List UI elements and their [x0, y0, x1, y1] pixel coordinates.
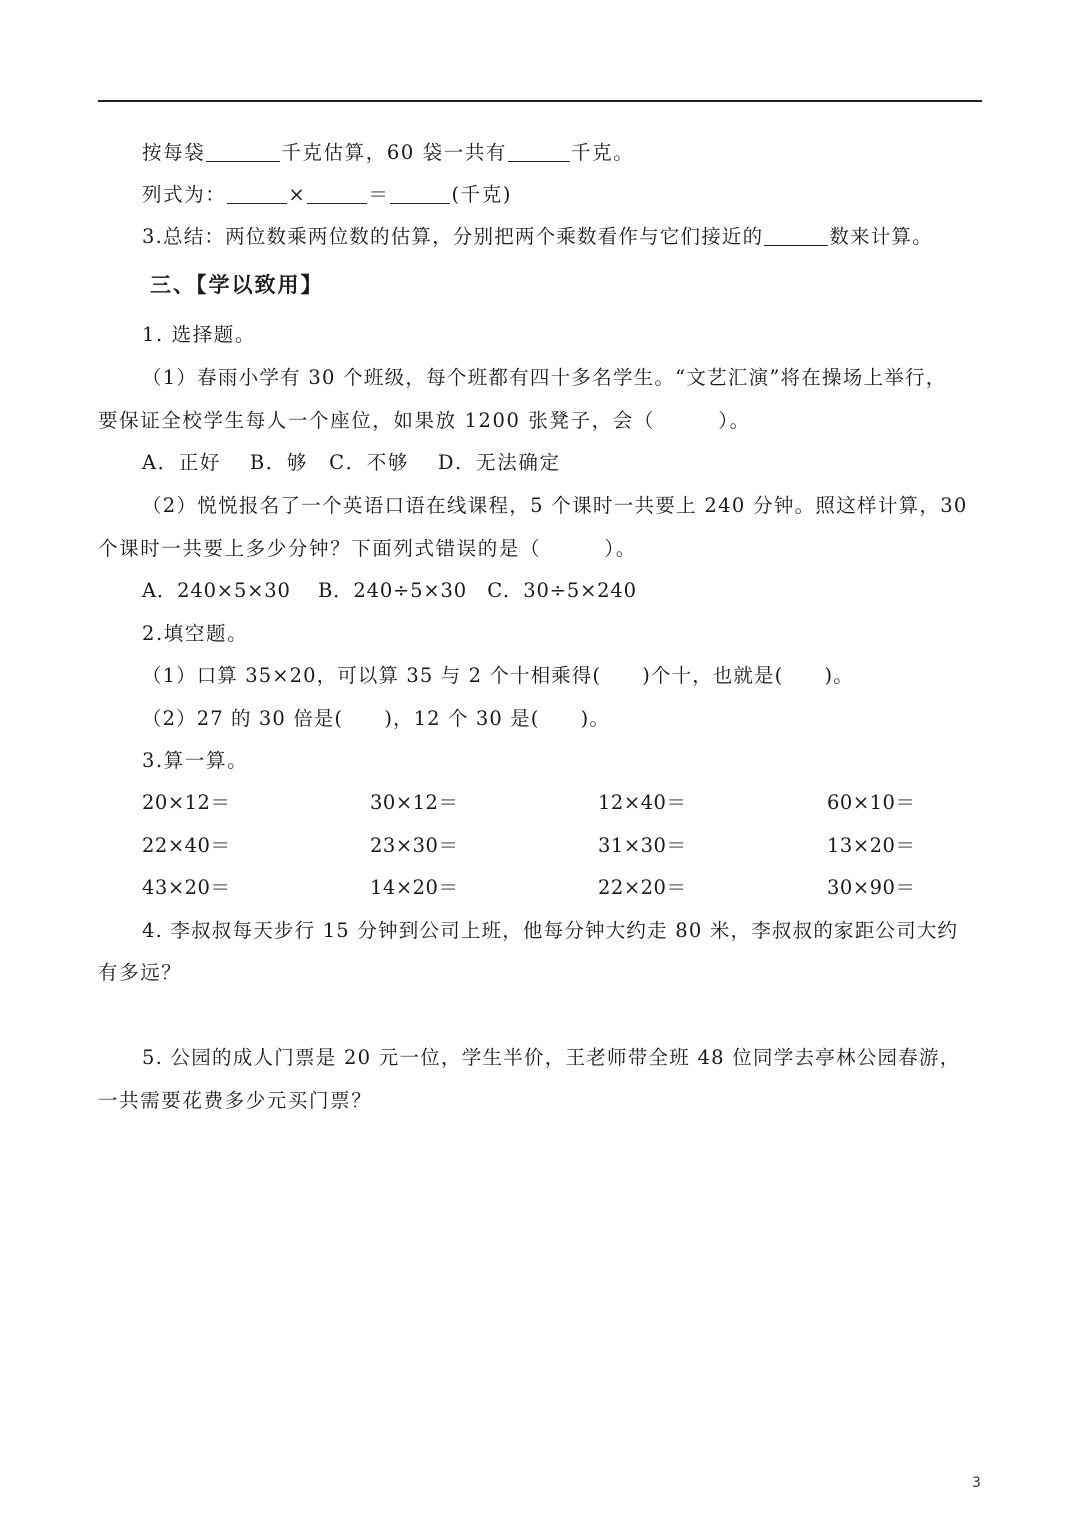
- calc-item: 43×20＝: [142, 876, 231, 899]
- formula-line: [142, 182, 512, 208]
- unit: (千克): [451, 183, 513, 206]
- text: 千克估算，60 袋一共有: [281, 141, 508, 164]
- blank-product[interactable]: [390, 183, 450, 204]
- q3-title: 3.算一算。: [142, 749, 249, 772]
- text: 千克。: [571, 141, 635, 164]
- calc-item: 60×10＝: [827, 791, 916, 814]
- calc-item: 12×40＝: [598, 791, 687, 814]
- text: 数来计算。: [829, 225, 933, 248]
- blank-whole-ten[interactable]: [764, 225, 828, 246]
- blank-total[interactable]: [508, 141, 570, 162]
- calc-item: 22×40＝: [142, 834, 231, 857]
- q5-line2: 一共需要花费多少元买门票？: [98, 1089, 373, 1112]
- q1-title: 1. 选择题。: [142, 323, 257, 346]
- calc-item: 23×30＝: [370, 834, 459, 857]
- q2-2: （2）27 的 30 倍是( )，12 个 30 是( )。: [142, 707, 610, 730]
- q1-2-line1: （2）悦悦报名了一个英语口语在线课程，5 个课时一共要上 240 分钟。照这样计算，30: [142, 494, 968, 517]
- text: 列式为：: [142, 183, 227, 206]
- blank-per-bag[interactable]: [206, 141, 280, 162]
- text: 按每袋: [142, 141, 206, 164]
- calc-item: 13×20＝: [827, 834, 916, 857]
- q5-line1: 5. 公园的成人门票是 20 元一位，学生半价，王老师带全班 48 位同学去亭林公园春游，: [142, 1046, 961, 1069]
- estimate-line: [142, 140, 634, 166]
- q1-1-options: A．正好 B．够 C．不够 D．无法确定: [142, 451, 561, 474]
- section-heading: 三、【学以致用】: [150, 272, 324, 297]
- page-number: 3: [972, 1475, 981, 1491]
- text: 3.总结：两位数乘两位数的估算，分别把两个乘数看作与它们接近的: [142, 225, 764, 248]
- calc-item: 14×20＝: [370, 876, 459, 899]
- q4-line1: 4. 李叔叔每天步行 15 分钟到公司上班，他每分钟大约走 80 米，李叔叔的家距公司大约: [142, 919, 959, 942]
- q1-2-line2: 个课时一共要上多少分钟？下面列式错误的是（ ）。: [98, 537, 637, 560]
- times-sign: ×: [288, 183, 307, 206]
- q1-2-options: A．240×5×30 B．240÷5×30 C．30÷5×240: [142, 579, 637, 602]
- header-rule: [98, 100, 982, 102]
- q4-line2: 有多远？: [98, 961, 183, 984]
- equals-sign: ＝: [368, 183, 390, 206]
- q1-1-line1: （1）春雨小学有 30 个班级，每个班都有四十多名学生。“文艺汇演”将在操场上举行，: [142, 366, 947, 389]
- calc-item: 20×12＝: [142, 791, 231, 814]
- calc-item: 31×30＝: [598, 834, 687, 857]
- q2-title: 2.填空题。: [142, 622, 249, 645]
- q1-1-line2: 要保证全校学生每人一个座位，如果放 1200 张凳子，会（ ）。: [98, 409, 751, 432]
- blank-factor-2[interactable]: [307, 183, 367, 204]
- calc-item: 22×20＝: [598, 876, 687, 899]
- q2-1: （1）口算 35×20，可以算 35 与 2 个十相乘得( )个十，也就是( )。: [142, 664, 854, 687]
- blank-factor-1[interactable]: [227, 183, 287, 204]
- calc-item: 30×12＝: [370, 791, 459, 814]
- calc-item: 30×90＝: [827, 876, 916, 899]
- summary-line: [142, 224, 933, 250]
